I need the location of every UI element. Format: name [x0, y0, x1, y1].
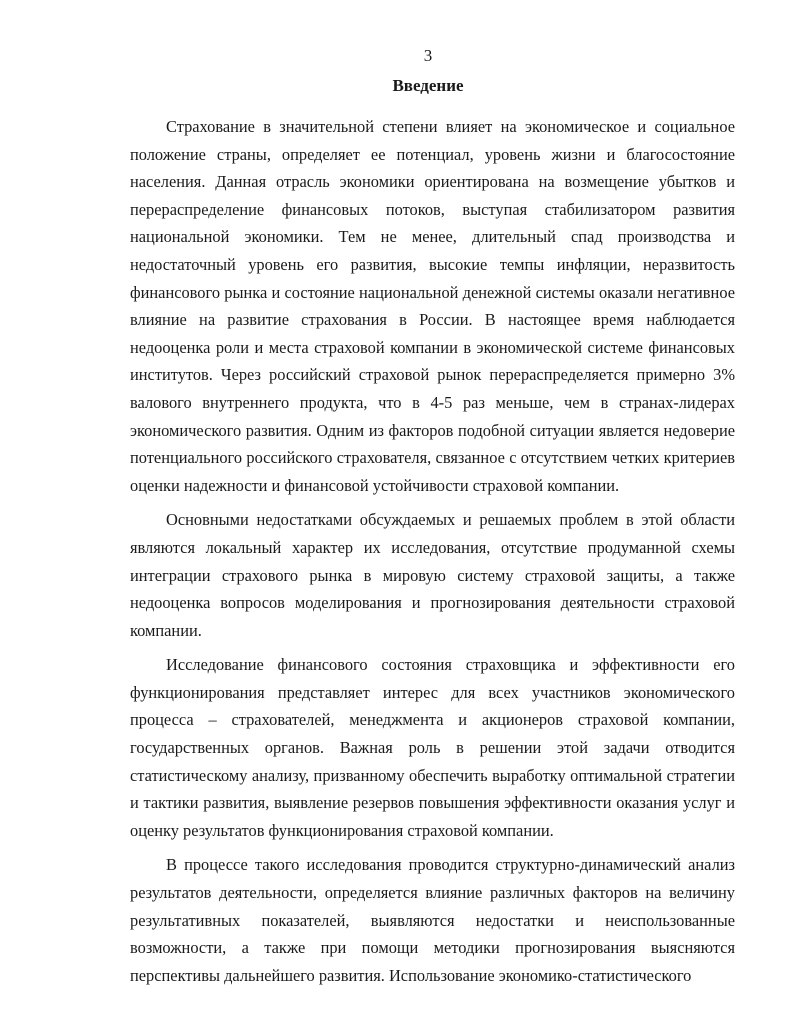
paragraph-1: Страхование в значительной степени влияет на экономическое и социальное положение страны, определяет ее потенциал, уровень жизни и благосостояние населения. Данная отрасль экономики ориентирована на возмещение убытков и перераспределение финансовых потоков, выступая стабилизатором развития национальной экономики. Тем не менее, длительный спад производства и недостаточный уровень его развития, высокие темпы инфляции, неразвитость финансового рынка и состояние национальной денежной системы оказали негативное влияние на развитие страхования в России. В настоящее время наблюдается недооценка роли и места страховой компании в экономической системе финансовых институтов. Через российский страховой рынок перераспределяется примерно 3% валового внутреннего продукта, что в 4-5 раз меньше, чем в странах-лидерах экономического развития. Одним из факторов подобной ситуации является недоверие потенциального российского страхователя, связанное с отсутствием четких критериев оценки надежности и финансовой устойчивости страховой компании.: [130, 117, 735, 495]
body-text: [130, 113, 735, 996]
paragraph-4: В процессе такого исследования проводится структурно-динамический анализ результатов деятельности, определяется влияние различных факторов на величину результативных показателей, выявляются недостатки и неиспользованные возможности, а также при помощи методики прогнозирования выясняются перспективы дальнейшего развития. Использование экономико-статистического: [130, 855, 735, 985]
section-title: Введение: [392, 76, 464, 95]
page-number: 3: [423, 46, 433, 65]
paragraph-2: Основными недостатками обсуждаемых и решаемых проблем в этой области являются локальный характер их исследования, отсутствие продуманной схемы интеграции страхового рынка в мировую систему страховой защиты, а также недооценка вопросов моделирования и прогнозирования деятельности страховой компании.: [130, 510, 735, 640]
paragraph-3: Исследование финансового состояния страховщика и эффективности его функционирования представляет интерес для всех участников экономического процесса – страхователей, менеджмента и акционеров страховой компании, государственных органов. Важная роль в решении этой задачи отводится статистическому анализу, призванному обеспечить выработку оптимальной стратегии и тактики развития, выявление резервов повышения эффективности оказания услуг и оценку результатов функционирования страховой компании.: [130, 655, 735, 840]
